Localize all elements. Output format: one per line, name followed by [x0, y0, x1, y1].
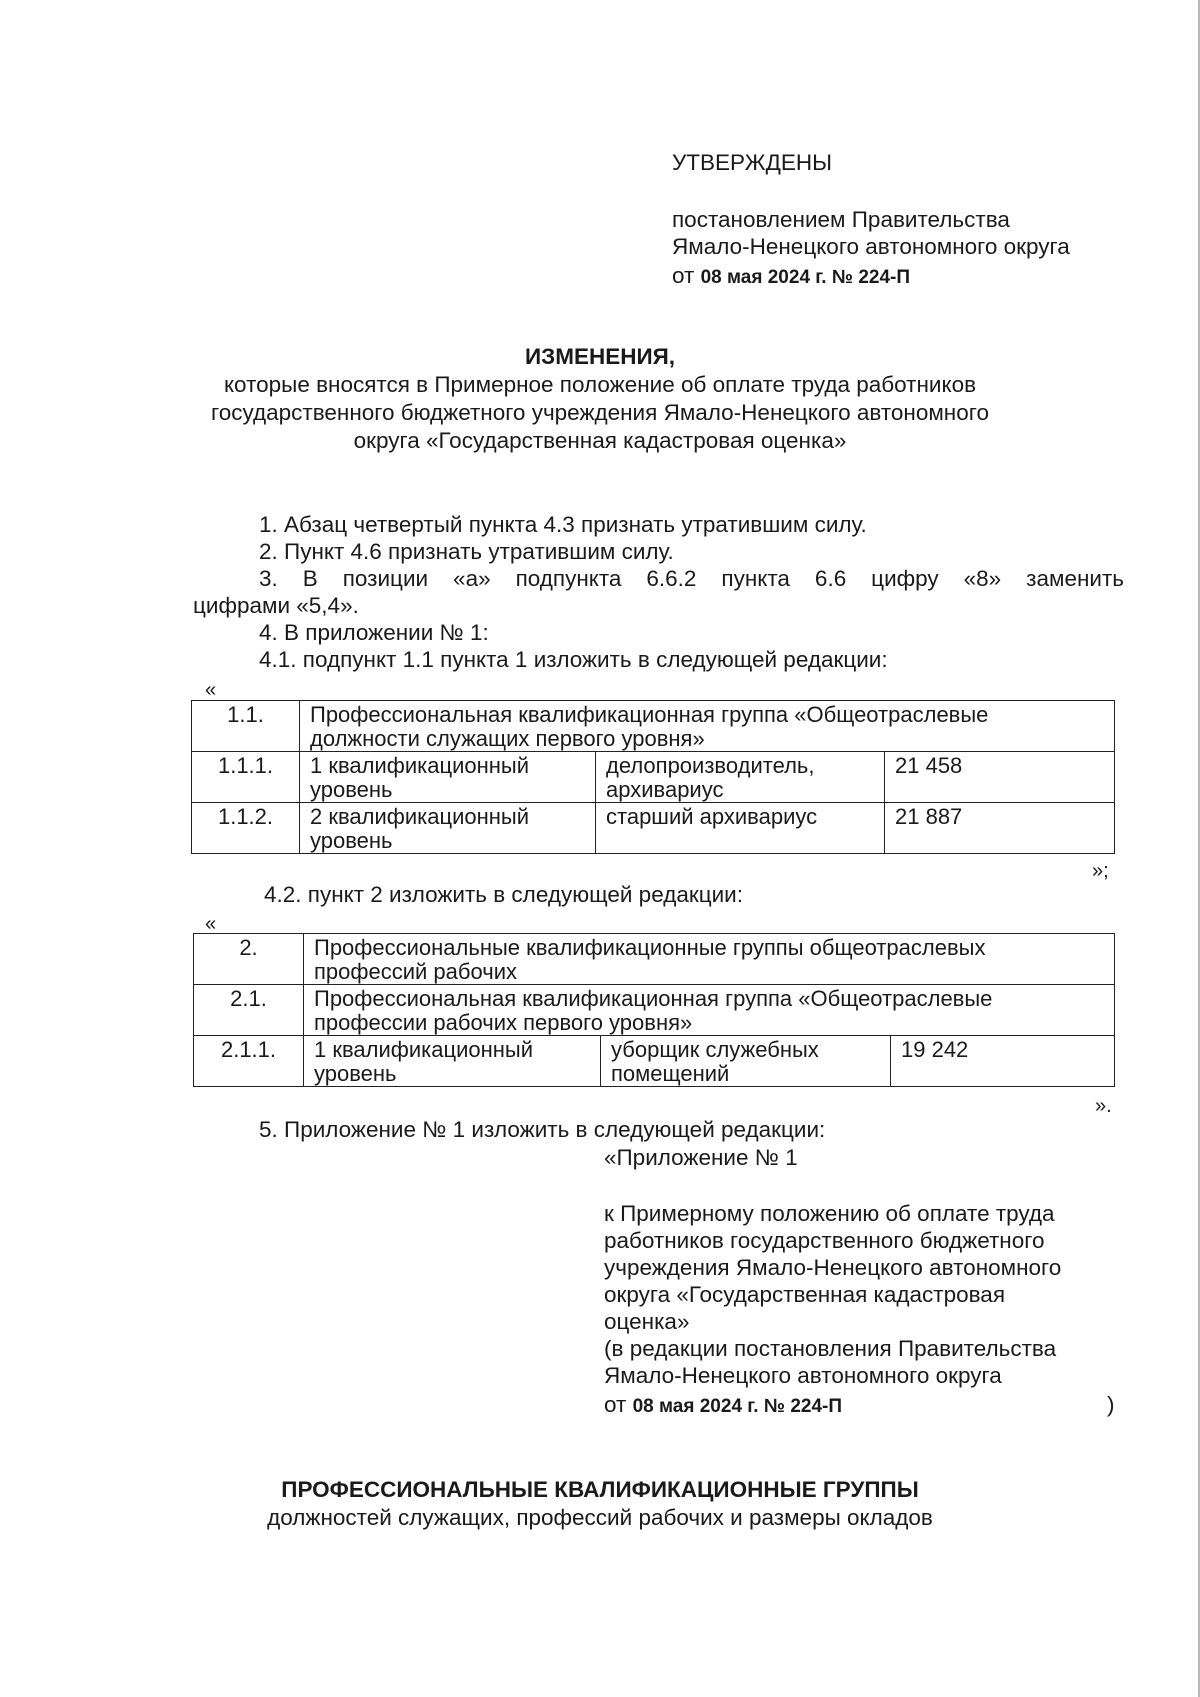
document-subtitle-line-3: округа «Государственная кадастровая оценка»: [353, 428, 847, 453]
approval-block: [672, 0, 1172, 300]
approval-date-line: [672, 263, 910, 291]
quote-close-1: »;: [1092, 860, 1109, 882]
position: [596, 803, 885, 854]
section-title-line-1: Профессиональные квалификационные группы общеотраслевых: [314, 935, 986, 960]
document-subtitle-line-1: которые вносятся в Примерное положение об оплате труда работников: [223, 372, 977, 397]
position: [596, 752, 885, 803]
row-number: 2.1.1.: [194, 1036, 304, 1087]
table-2: [193, 933, 1115, 1087]
table-1: [191, 700, 1115, 854]
annex-line-7: Ямало-Ненецкого автономного округа: [604, 1363, 1002, 1388]
position-line-1: уборщик служебных: [611, 1037, 819, 1062]
approval-line-1: постановлением Правительства: [672, 207, 1010, 232]
qualification-level-line-1: 2 квалификационный: [310, 804, 530, 829]
position-line-1: делопроизводитель,: [606, 753, 815, 778]
annex-block: [604, 1140, 1164, 1430]
qualification-level-line-1: 1 квалификационный: [314, 1037, 534, 1062]
position: [601, 1036, 891, 1087]
approval-date-prefix: от: [672, 263, 695, 288]
qualification-level-line-2: уровень: [314, 1061, 397, 1086]
group-title-line-2: должности служащих первого уровня»: [310, 726, 705, 751]
annex-line-6: (в редакции постановления Правительства: [604, 1336, 1057, 1361]
item-2: 2. Пункт 4.6 признать утратившим силу.: [259, 539, 674, 564]
qualification-level: [300, 752, 596, 803]
annex-date: 08 мая 2024 г. № 224-П: [632, 1396, 843, 1417]
groups-subtitle: должностей служащих, профессий рабочих и размеры окладов: [267, 1505, 933, 1530]
annex-line-1: к Примерному положению об оплате труда: [604, 1201, 1055, 1226]
position-line-1: старший архивариус: [606, 804, 818, 829]
table-row: [194, 985, 1115, 1036]
item-4: 4. В приложении № 1:: [259, 620, 489, 645]
table-row: [192, 701, 1115, 752]
table-row: [194, 1036, 1115, 1087]
annex-line-5: оценка»: [604, 1309, 690, 1334]
approval-line-2: Ямало-Ненецкого автономного округа: [672, 234, 1070, 259]
qualification-level-line-2: уровень: [310, 777, 393, 802]
position-line-2: помещений: [611, 1061, 730, 1086]
document-title: ИЗМЕНЕНИЯ,: [524, 344, 676, 369]
section-number: 2.: [194, 934, 304, 985]
qualification-level-line-2: уровень: [310, 828, 393, 853]
item-3-line-2: цифрами «5,4».: [193, 593, 359, 618]
position-line-2: архивариус: [606, 777, 724, 802]
group-title: [304, 985, 1115, 1036]
annex-close-paren: ): [1107, 1392, 1115, 1417]
quote-open-2: «: [205, 913, 217, 935]
annex-line-3: учреждения Ямало-Ненецкого автономного: [604, 1255, 1062, 1280]
salary: 19 242: [891, 1036, 1115, 1087]
groups-title: ПРОФЕССИОНАЛЬНЫЕ КВАЛИФИКАЦИОННЫЕ ГРУППЫ: [281, 1477, 919, 1502]
quote-close-2: ».: [1095, 1095, 1112, 1117]
group-number: 1.1.: [192, 701, 300, 752]
item-4-1: 4.1. подпункт 1.1 пункта 1 изложить в следующей редакции:: [259, 647, 888, 672]
table-row: [192, 803, 1115, 854]
annex-line-4: округа «Государственная кадастровая: [604, 1282, 1006, 1307]
group-title-line-1: Профессиональная квалификационная группа «Общеотраслевые: [314, 986, 993, 1011]
salary: 21 887: [885, 803, 1115, 854]
item-4-2: 4.2. пункт 2 изложить в следующей редакции:: [264, 882, 743, 907]
group-title: [300, 701, 1115, 752]
group-title-line-1: Профессиональная квалификационная группа «Общеотраслевые: [310, 702, 989, 727]
item-5: 5. Приложение № 1 изложить в следующей редакции:: [259, 1117, 826, 1142]
document-subtitle-line-2: государственного бюджетного учреждения Ямало-Ненецкого автономного: [211, 400, 989, 425]
salary: 21 458: [885, 752, 1115, 803]
qualification-level: [304, 1036, 601, 1087]
group-title-line-2: профессии рабочих первого уровня»: [314, 1010, 693, 1035]
approval-title: УТВЕРЖДЕНЫ: [672, 150, 832, 175]
section-title-line-2: профессий рабочих: [314, 959, 517, 984]
approval-date: 08 мая 2024 г. № 224-П: [700, 267, 911, 288]
annex-line-2: работников государственного бюджетного: [604, 1228, 1045, 1253]
group-number: 2.1.: [194, 985, 304, 1036]
section-title: [304, 934, 1115, 985]
row-number: 1.1.1.: [192, 752, 300, 803]
quote-open-1: «: [205, 679, 217, 701]
item-3-line-1: 3. В позиции «а» подпункта 6.6.2 пункта 6.6 цифру «8» заменить: [259, 566, 1124, 591]
item-1: 1. Абзац четвертый пункта 4.3 признать утратившим силу.: [259, 512, 867, 537]
row-number: 1.1.2.: [192, 803, 300, 854]
table-row: [194, 934, 1115, 985]
annex-date-line: [604, 1392, 842, 1420]
qualification-level-line-1: 1 квалификационный: [310, 753, 530, 778]
table-row: [192, 752, 1115, 803]
annex-title: «Приложение № 1: [604, 1145, 798, 1170]
annex-date-prefix: от: [604, 1392, 627, 1417]
qualification-level: [300, 803, 596, 854]
